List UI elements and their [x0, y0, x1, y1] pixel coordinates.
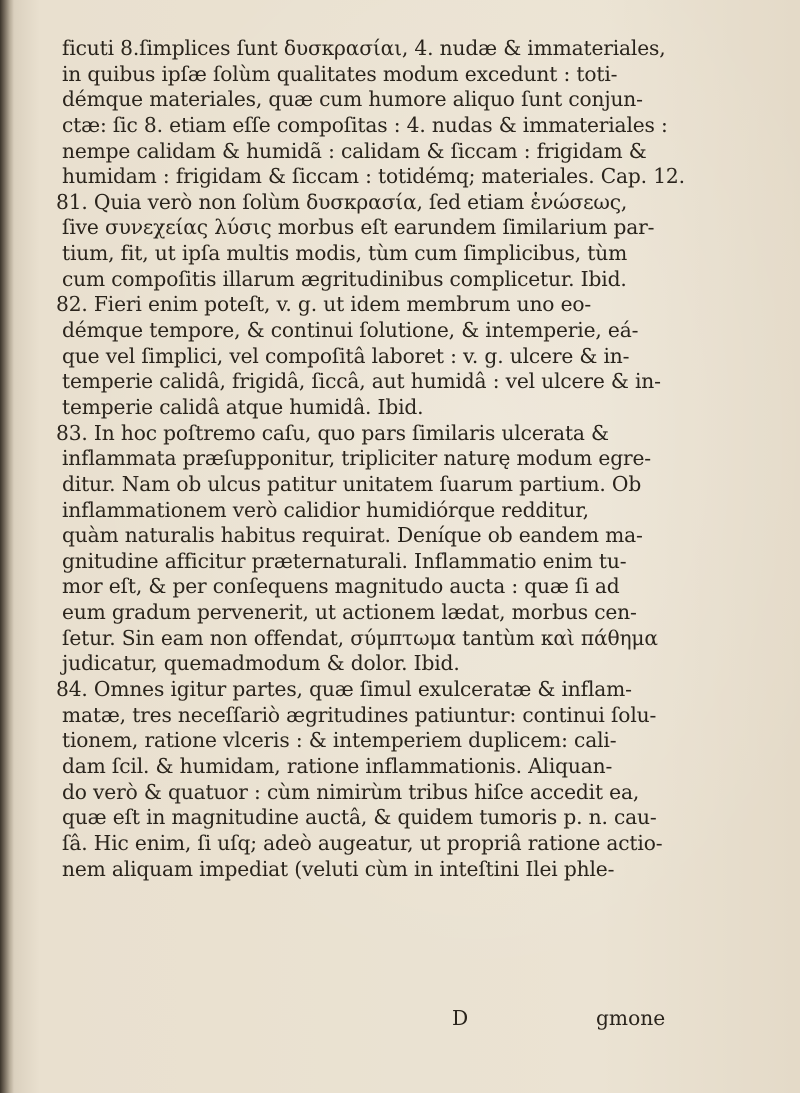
- text-line: do verò & quatuor : cùm nimirùm tribus hiſce accedit ea,: [62, 779, 640, 804]
- text-line: dam ſcil. & humidam, ratione inflammationis. Aliquan-: [62, 753, 613, 778]
- signature-mark: D: [452, 1006, 469, 1030]
- text-line: ditur. Nam ob ulcus patitur unitatem ſuarum partium. Ob: [62, 471, 642, 496]
- page-gutter: [0, 0, 14, 1093]
- paragraph-84-start: 84. Omnes igitur partes, quæ ſimul exulceratæ & inflam-: [56, 677, 632, 702]
- text-line: nem aliquam impediat (veluti cùm in inteſtini Ilei phle-: [62, 856, 615, 881]
- text-line: temperie calidâ atque humidâ. Ibid.: [62, 394, 424, 419]
- catchword: gmone: [596, 1006, 666, 1030]
- text-line: mor eſt, & per conſequens magnitudo aucta : quæ ſi ad: [62, 574, 620, 599]
- page-body-text: [56, 36, 687, 882]
- text-line: inflammationem verò calidior humidiórque redditur,: [62, 497, 589, 522]
- text-line: cum compoſitis illarum ægritudinibus complicetur. Ibid.: [62, 266, 627, 291]
- paragraph-83-start: 83. In hoc poſtremo caſu, quo pars ſimilaris ulcerata &: [56, 420, 609, 445]
- text-line: in quibus ipſæ ſolùm qualitates modum excedunt : toti-: [62, 61, 618, 86]
- text-line: eum gradum pervenerit, ut actionem lædat, morbus cen-: [62, 600, 637, 625]
- text-line: tionem, ratione vlceris : & intemperiem duplicem: cali-: [62, 728, 617, 753]
- text-line: démque materiales, quæ cum humore aliquo ſunt conjun-: [62, 87, 643, 112]
- text-line: matæ, tres neceſſariò ægritudines patiuntur: continui ſolu-: [62, 702, 657, 727]
- text-line: temperie calidâ, frigidâ, ſiccâ, aut humidâ : vel ulcere & in-: [62, 369, 661, 394]
- text-line: quàm naturalis habitus requirat. Deníque ob eandem ma-: [62, 523, 643, 548]
- text-line: gnitudine afficitur præternaturali. Inflammatio enim tu-: [62, 548, 627, 573]
- text-line: démque tempore, & continui ſolutione, & intemperie, eá-: [62, 318, 639, 343]
- text-line: que vel ſimplici, vel compoſitâ laboret : v. g. ulcere & in-: [62, 343, 630, 368]
- paragraph-81-start: 81. Quia verò non ſolùm δυσκρασία, ſed etiam ἑνώσεως,: [56, 189, 628, 214]
- paragraph-82-start: 82. Fieri enim poteſt, v. g. ut idem membrum uno eo-: [56, 292, 592, 317]
- text-line: ſetur. Sin eam non offendat, σύμπτωμα tantùm καὶ πάθημα: [62, 625, 658, 650]
- text-line: ctæ: ſic 8. etiam eſſe compoſitas : 4. nudas & immateriales :: [62, 112, 668, 137]
- text-line: quæ eſt in magnitudine auctâ, & quidem tumoris p. n. cau-: [62, 805, 657, 830]
- text-line: humidam : frigidam & ſiccam : totidémq; materiales. Cap. 12.: [62, 164, 685, 189]
- text-line: ſive συνεχείας λύσις morbus eſt earundem ſimilarium par-: [62, 215, 655, 240]
- text-line: judicatur, quemadmodum & dolor. Ibid.: [62, 651, 460, 676]
- text-line: ſâ. Hic enim, ſi uſq; adeò augeatur, ut propriâ ratione actio-: [62, 830, 663, 855]
- text-line: inflammata præſupponitur, tripliciter naturę modum egre-: [62, 446, 651, 471]
- text-line: nempe calidam & humidã : calidam & ſiccam : frigidam &: [62, 138, 647, 163]
- text-line: tium, fit, ut ipſa multis modis, tùm cum ſimplicibus, tùm: [62, 241, 628, 266]
- text-line: ficuti 8.ſimplices ſunt δυσκρασίαι, 4. nudæ & immateriales,: [62, 36, 666, 60]
- page-footer: [0, 1006, 800, 1036]
